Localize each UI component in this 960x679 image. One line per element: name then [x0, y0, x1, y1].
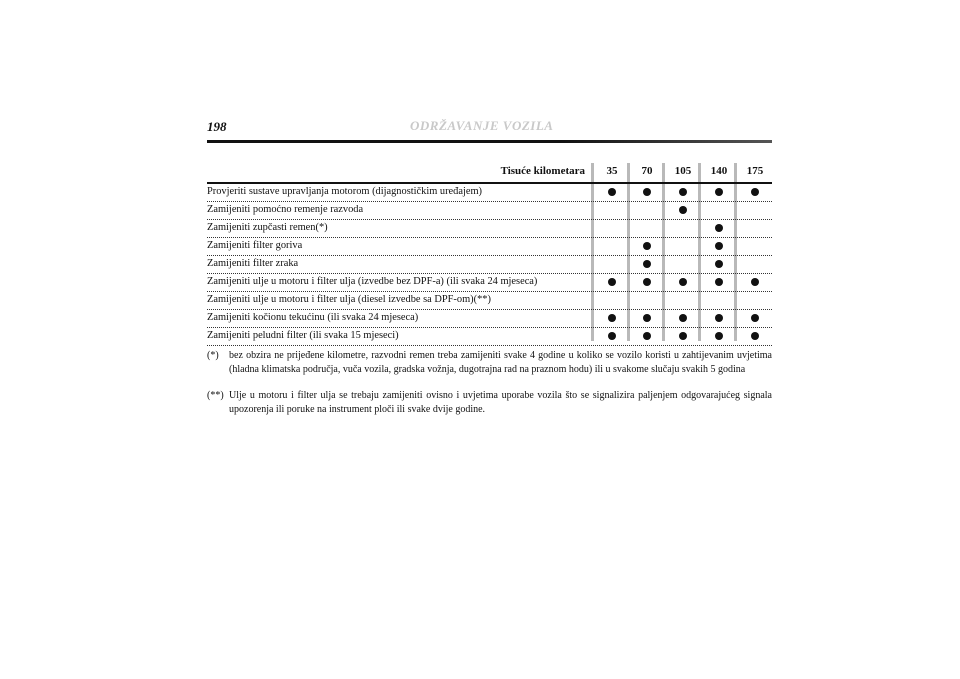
table-row	[207, 238, 772, 256]
service-mark-140	[715, 242, 723, 250]
column-header-105: 105	[674, 165, 692, 177]
footnote-1	[207, 349, 772, 377]
service-mark-105	[679, 206, 687, 214]
footnote-text: bez obzira ne prijeđene kilometre, razvodni remen treba zamijeniti svake 4 godine u koliko se vozilo koristi u zahtijevanim uvjetima (hladna klimatska područja, vuča vozila, gradska vožnja, dugotrajna rad na praznom hodu) ili u svakome slučaju svakih 5 godina	[229, 350, 772, 375]
service-mark-105	[679, 278, 687, 286]
table-row	[207, 292, 772, 310]
service-mark-105	[679, 188, 687, 196]
footnote-marker: (**)	[207, 390, 224, 401]
service-mark-140	[715, 314, 723, 322]
column-header-35: 35	[606, 165, 618, 177]
service-mark-105	[679, 332, 687, 340]
service-mark-175	[751, 278, 759, 286]
footnote-marker: (*)	[207, 350, 219, 361]
service-mark-70	[643, 332, 651, 340]
section-title: ODRŽAVANJE VOZILA	[410, 118, 554, 133]
column-header-175: 175	[746, 165, 764, 177]
service-mark-175	[751, 188, 759, 196]
row-label: Zamijeniti zupčasti remen(*)	[207, 222, 328, 233]
table-row	[207, 328, 772, 346]
footnote-2	[207, 389, 772, 417]
header-rule-tail	[560, 140, 772, 143]
table-row	[207, 256, 772, 274]
service-mark-140	[715, 278, 723, 286]
table-header	[207, 163, 772, 185]
row-label: Zamijeniti pomoćno remenje razvoda	[207, 204, 364, 215]
row-label: Zamijeniti ulje u motoru i filter ulja (diesel izvedbe sa DPF-om)(**)	[207, 294, 491, 305]
column-group-label: Tisuće kilometara	[500, 165, 585, 177]
column-header-70: 70	[641, 165, 653, 177]
table-row	[207, 202, 772, 220]
service-mark-70	[643, 242, 651, 250]
service-mark-35	[608, 314, 616, 322]
row-dotted-rule	[207, 345, 772, 346]
service-mark-35	[608, 188, 616, 196]
table-row	[207, 220, 772, 238]
service-mark-140	[715, 224, 723, 232]
service-mark-175	[751, 314, 759, 322]
service-mark-35	[608, 332, 616, 340]
service-mark-140	[715, 332, 723, 340]
row-label: Zamijeniti kočionu tekućinu (ili svaka 24 mjeseca)	[207, 312, 419, 323]
service-mark-70	[643, 188, 651, 196]
service-mark-70	[643, 260, 651, 268]
table-row	[207, 310, 772, 328]
service-mark-140	[715, 260, 723, 268]
footnote-text: Ulje u motoru i filter ulja se trebaju zamijeniti ovisno i uvjetima uporabe vozila što se signalizira paljenjem odgovarajućeg signala upozorenja ili poruke na instrument ploči ili svake dvije godine.	[229, 390, 772, 415]
row-label: Zamijeniti ulje u motoru i filter ulja (izvedbe bez DPF-a) (ili svaka 24 mjeseca)	[207, 276, 538, 287]
service-mark-70	[643, 278, 651, 286]
service-mark-175	[751, 332, 759, 340]
table-row	[207, 184, 772, 202]
row-label: Provjeriti sustave upravljanja motorom (dijagnostičkim uređajem)	[207, 186, 482, 197]
service-mark-35	[608, 278, 616, 286]
service-mark-70	[643, 314, 651, 322]
row-label: Zamijeniti filter zraka	[207, 258, 299, 269]
row-label: Zamijeniti filter goriva	[207, 240, 303, 251]
service-mark-105	[679, 314, 687, 322]
page-number: 198	[207, 119, 227, 134]
column-header-140: 140	[710, 165, 728, 177]
table-row	[207, 274, 772, 292]
service-mark-140	[715, 188, 723, 196]
row-label: Zamijeniti peludni filter (ili svaka 15 mjeseci)	[207, 330, 399, 341]
